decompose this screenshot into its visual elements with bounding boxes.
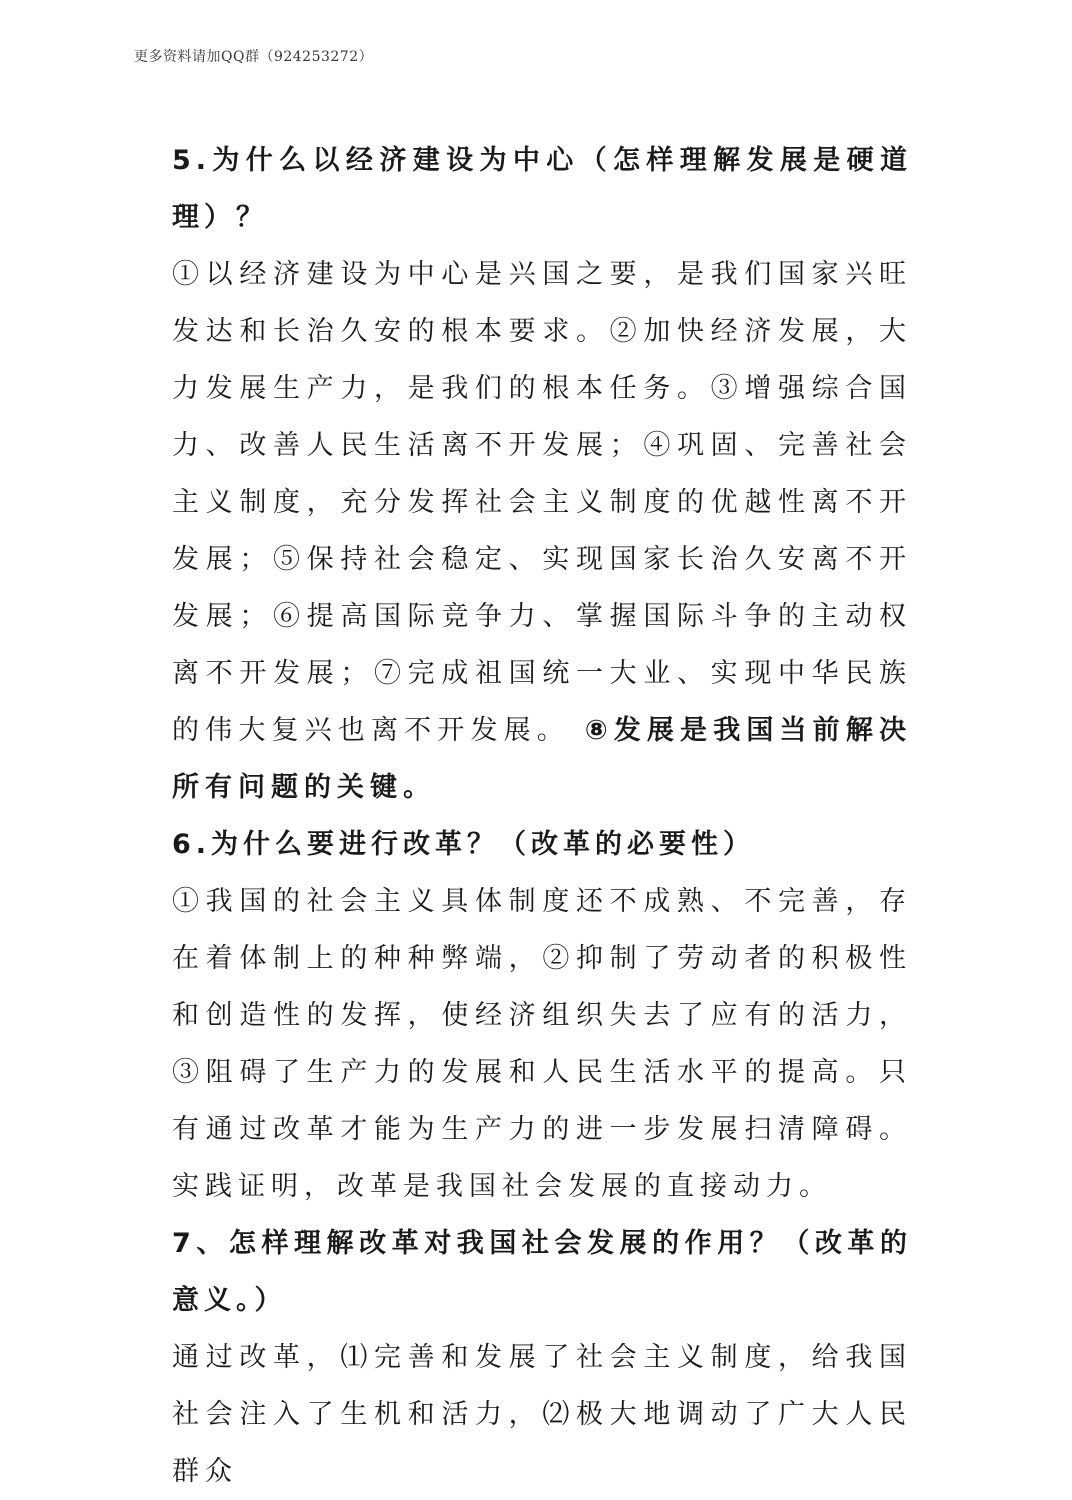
question-6-answer: ①我国的社会主义具体制度还不成熟、不完善，存在着体制上的种种弊端，②抑制了劳动者的积极性和创造性的发挥，使经济组织失去了应有的活力，③阻碍了生产力的发展和人民生活水平的提高。只有通过改革才能为生产力的进一步发展扫清障碍。实践证明，改革是我国社会发展的直接动力。	[172, 886, 912, 1202]
question-5-emphasis: ⑧发展是我国当前解决所有问题的关键。	[172, 715, 912, 803]
question-7-answer: 通过改革，⑴完善和发展了社会主义制度，给我国社会注入了生机和活力，⑵极大地调动了广大人民群众	[172, 1342, 912, 1487]
question-5-title: 5.为什么以经济建设为中心（怎样理解发展是硬道理）？	[172, 145, 912, 233]
document-content	[172, 132, 912, 1500]
header-note: 更多资料请加QQ群（924253272）	[134, 49, 374, 65]
question-5-answer	[172, 246, 912, 816]
question-6-title: 6.为什么要进行改革？（改革的必要性）	[172, 829, 756, 860]
question-7-title: 7、怎样理解改革对我国社会发展的作用？（改革的意义。）	[172, 1228, 912, 1316]
question-5-answer-text: ①以经济建设为中心是兴国之要，是我们国家兴旺发达和长治久安的根本要求。②加快经济发展，大力发展生产力，是我们的根本任务。③增强综合国力、改善人民生活离不开发展；④巩固、完善社会主义制度，充分发挥社会主义制度的优越性离不开发展；⑤保持社会稳定、实现国家长治久安离不开发展；⑥提高国际竞争力、掌握国际斗争的主动权离不开发展；⑦完成祖国统一大业、实现中华民族的伟大复兴也离不开发展。	[172, 259, 912, 746]
